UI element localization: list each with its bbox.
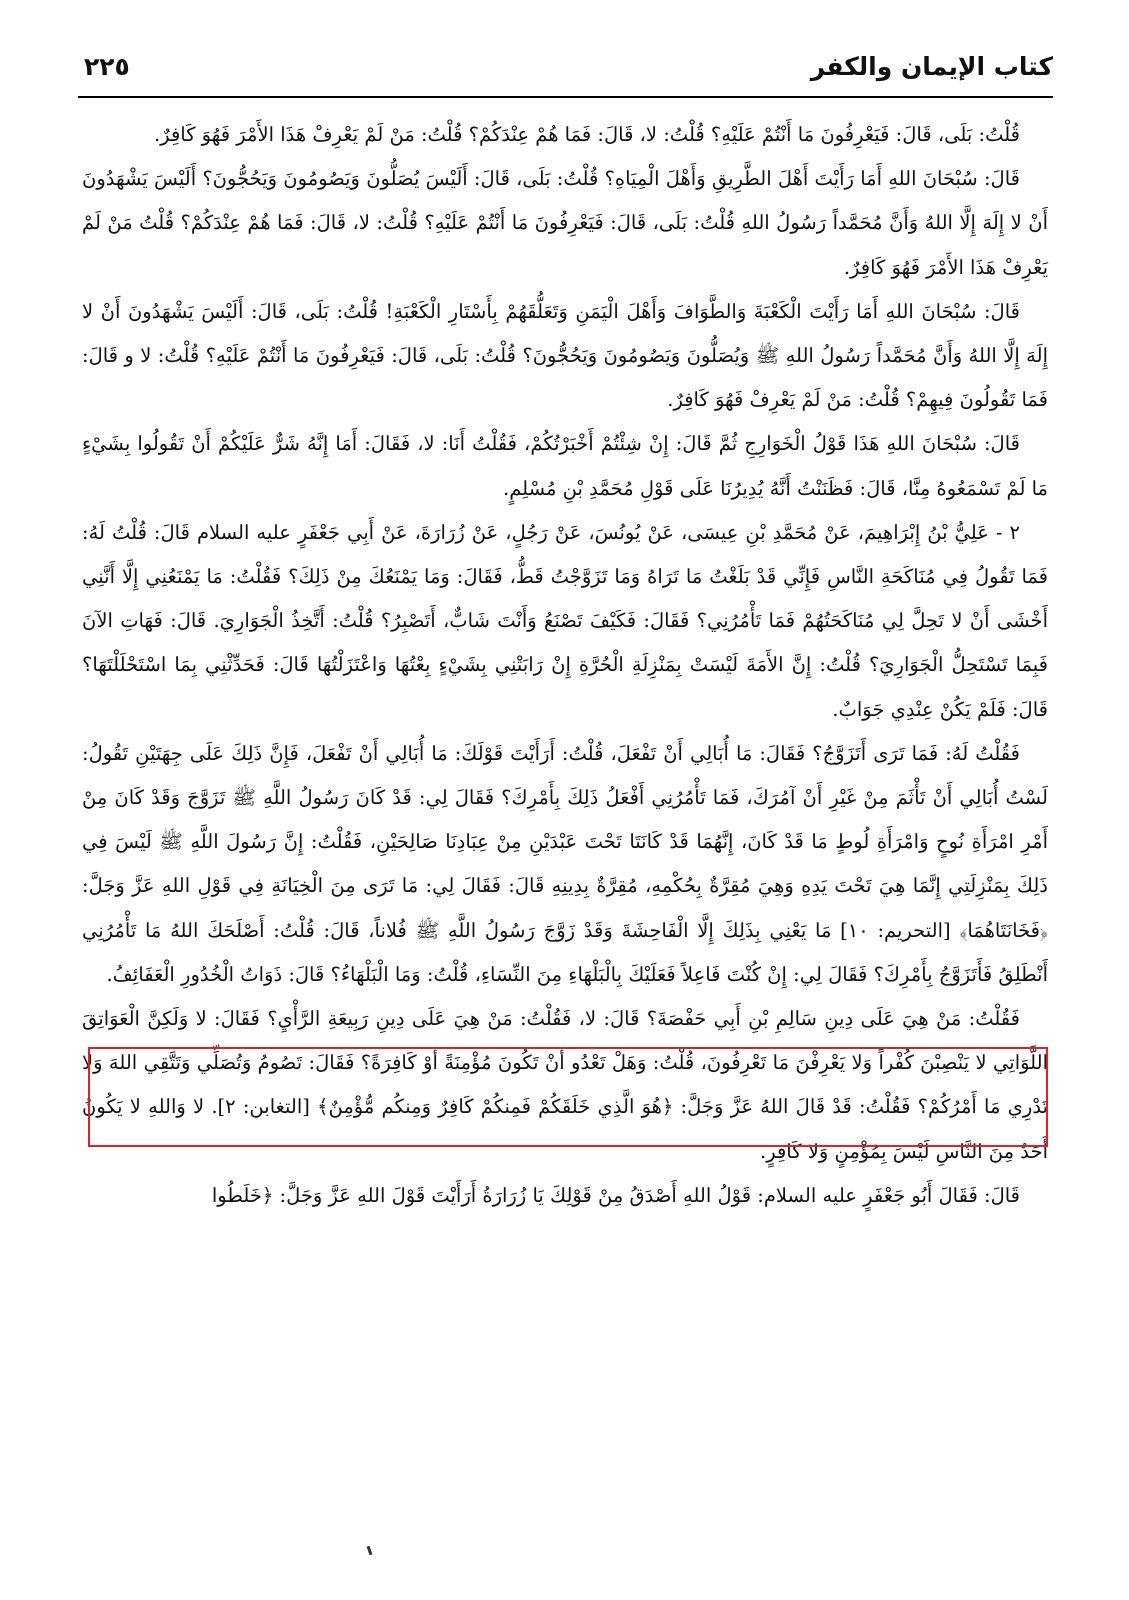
paragraph-6: فَقُلْتُ لَهُ: فَمَا تَرَى أَتَزَوَّجُ؟ فَقَالَ: مَا أُبَالِي أَنْ تَفْعَلَ، قُلْتُ: أَرَأَيْتَ قَوْلَكَ: مَا أُبَالِي أَنْ تَفْعَلَ، فَإِنَّ ذَلِكَ عَلَى جِهَتَيْنِ تَقُولُ: لَسْتُ أُبَالِي أَنْ تَأْثَمَ مِنْ غَيْرِ أَنْ آمُرَكَ، فَمَا تَأْمُرُنِي أَفْعَلُ ذَلِكَ بِأَمْرِكَ؟ فَقَالَ لِي: قَدْ كَانَ رَسُولُ اللَّهِ ﷺ تَزَوَّجَ وَقَدْ كَانَ مِنْ أَمْرِ امْرَأَةِ نُوحٍ وَامْرَأَةِ لُوطٍ مَا قَدْ كَانَ، إِنَّهُمَا قَدْ كَانَتَا تَحْتَ عَبْدَيْنِ مِنْ عِبَادِنَا صَالِحَيْنِ، فَقُلْتُ: إِنَّ رَسُولَ اللَّهِ ﷺ لَيْسَ فِي ذَلِكَ بِمَنْزِلَتِي إِنَّمَا هِيَ تَحْتَ يَدِهِ وَهِيَ مُقِرَّةٌ بِحُكْمِهِ، مُقِرَّةٌ بِدِينِهِ قَالَ: فَقَالَ لِي: مَا تَرَى مِنَ الْخِيَانَةِ فِي قَوْلِ اللهِ عَزَّ وَجَلَّ: ﴿فَخَانَتَاهُمَا﴾ [التحريم: ١٠] مَا يَعْنِي بِذَلِكَ إِلَّا الْفَاحِشَةَ وَقَدْ زَوَّجَ رَسُولُ اللَّهِ ﷺ فُلاناً، قَالَ: قُلْتُ: أَصْلَحَكَ اللهُ مَا تَأْمُرُنِي أَنْطَلِقُ فَأَتَزَوَّجُ بِأَمْرِكَ؟ فَقَالَ لِي: إِنْ كُنْتَ فَاعِلاً فَعَلَيْكَ بِالْبَلْهَاءِ مِنَ النِّسَاءِ، قُلْتُ: وَمَا الْبَلْهَاءُ؟ قَالَ: ذَوَاتُ الْخُدُورِ الْعَفَائِفُ. <box>82 741 1048 986</box>
paragraph-8: قَالَ: فَقَالَ أَبُو جَعْفَرٍ عليه السلام: قَوْلُ اللهِ أَصْدَقُ مِنْ قَوْلِكَ يَا زُرَارَةُ أَرَأَيْتَ قَوْلَ اللهِ عَزَّ وَجَلَّ: ﴿خَلَطُوا <box>211 1183 1020 1207</box>
paragraph-4: قَالَ: سُبْحَانَ اللهِ هَذَا قَوْلُ الْخَوَارِجِ ثُمَّ قَالَ: إِنْ شِئْتُمْ أَخْبَرْتُكُمْ، فَقُلْتُ أَنَا: لا، فَقَالَ: أَمَا إِنَّهُ شَرٌّ عَلَيْكُمْ أَنْ تَقُولُوا بِشَيْءٍ مَا لَمْ تَسْمَعُوهُ مِنَّا، قَالَ: فَظَنَنْتُ أَنَّهُ يُدِيرُنَا عَلَى قَوْلِ مُحَمَّدِ بْنِ مُسْلِمٍ. <box>82 432 1048 500</box>
stray-mark <box>367 1546 373 1555</box>
paragraph-7: فَقُلْتُ: مَنْ هِيَ عَلَى دِينِ سَالِمِ بْنِ أَبِي حَفْصَةَ؟ قَالَ: لا، فَقُلْتُ: مَنْ هِيَ عَلَى دِينِ رَبِيعَةِ الرَّأْيِ؟ فَقَالَ: لا وَلَكِنَّ الْعَوَاتِقَ اللَّوَاتِي لا يَنْصِبْنَ كُفْراً وَلا يَعْرِفْنَ مَا تَعْرِفُونَ، قُلْتُ: وَهَلْ تَعْدُو أَنْ تَكُونَ مُؤْمِنَةً أَوْ كَافِرَةً؟ فَقَالَ: تَصُومُ وَتُصَلِّي وَتَتَّقِي اللهَ وَلا تَدْرِي مَا أَمْرُكُمْ؟ فَقُلْتُ: قَدْ قَالَ اللهُ عَزَّ وَجَلَّ: ﴿هُوَ الَّذِي خَلَقَكُمْ فَمِنكُمْ كَافِرٌ وَمِنكُم مُّؤْمِنٌ﴾ [التغابن: ٢]. لا وَاللهِ لا يَكُونُ أَحَدٌ مِنَ النَّاسِ لَيْسَ بِمُؤْمِنٍ وَلا كَافِرٍ. <box>82 1007 1048 1163</box>
body-text <box>82 113 1048 1218</box>
book-title: كتاب الإيمان والكفر <box>810 52 1053 81</box>
page-number: ٢٢٥ <box>84 52 130 81</box>
paragraph-2: قَالَ: سُبْحَانَ اللهِ أَمَا رَأَيْتَ أَهْلَ الطَّرِيقِ وَأَهْلَ الْمِيَاهِ؟ قُلْتُ: بَلَى، قَالَ: أَلَيْسَ يُصَلُّونَ وَيَصُومُونَ وَيَحُجُّونَ؟ أَلَيْسَ يَشْهَدُونَ أَنْ لا إِلَهَ إِلَّا اللهُ وَأَنَّ مُحَمَّداً رَسُولُ اللهِ قُلْتُ: بَلَى، قَالَ: فَيَعْرِفُونَ مَا أَنْتُمْ عَلَيْهِ؟ قُلْتُ: لا، قَالَ: فَمَا هُمْ عِنْدَكُمْ؟ قُلْتُ مَنْ لَمْ يَعْرِفْ هَذَا الأَمْرَ فَهُوَ كَافِرٌ. <box>82 167 1048 279</box>
hadith-2-paragraph: ٢ - عَلِيُّ بْنُ إِبْرَاهِيمَ، عَنْ مُحَمَّدِ بْنِ عِيسَى، عَنْ يُونُسَ، عَنْ رَجُلٍ، عَنْ زُرَارَةَ، عَنْ أَبِي جَعْفَرٍ عليه السلام قَالَ: قُلْتُ لَهُ: فَمَا تَقُولُ فِي مُنَاكَحَةِ النَّاسِ فَإِنِّي قَدْ بَلَغْتُ مَا تَرَاهُ وَمَا تَزَوَّجْتُ قَطُّ، فَقَالَ: وَمَا يَمْنَعُكَ مِنْ ذَلِكَ؟ فَقُلْتُ: مَا يَمْنَعُنِي إِلَّا أَنَّنِي أَخْشَى أَنْ لا تَحِلَّ لِي مُنَاكَحَتُهُمْ فَمَا تَأْمُرُنِي؟ فَقَالَ: فَكَيْفَ تَصْنَعُ وَأَنْتَ شَابٌّ، أَتَصْبِرُ؟ قُلْتُ: أَتَّخِذُ الْجَوَارِيَ. قَالَ: فَهَاتِ الآنَ فَبِمَا تَسْتَحِلُّ الْجَوَارِيَ؟ قُلْتُ: إِنَّ الأَمَةَ لَيْسَتْ بِمَنْزِلَةِ الْحُرَّةِ إِنْ رَابَتْنِي بِشَيْءٍ بِعْتُهَا وَاعْتَزَلْتُهَا قَالَ: فَحَدِّثْنِي بِمَا اسْتَحْلَلْتَهَا؟ قَالَ: فَلَمْ يَكُنْ عِنْدِي جَوَابٌ. <box>82 520 1048 721</box>
paragraph-1: قُلْتُ: بَلَى، قَالَ: فَيَعْرِفُونَ مَا أَنْتُمْ عَلَيْهِ؟ قُلْتُ: لا، قَالَ: فَمَا هُمْ عِنْدَكُمْ؟ قُلْتُ: مَنْ لَمْ يَعْرِفْ هَذَا الأَمْرَ فَهُوَ كَافِرٌ. <box>153 123 1020 146</box>
paragraph-3: قَالَ: سُبْحَانَ اللهِ أَمَا رَأَيْتَ الْكَعْبَةَ وَالطَّوَافَ وَأَهْلَ الْيَمَنِ وَتَعَلُّقَهُمْ بِأَسْتَارِ الْكَعْبَةِ! قُلْتُ: بَلَى، قَالَ: أَلَيْسَ يَشْهَدُونَ أَنْ لا إِلَهَ إِلَّا اللهُ وَأَنَّ مُحَمَّداً رَسُولُ اللهِ ﷺ وَيُصَلُّونَ وَيَصُومُونَ وَيَحُجُّونَ؟ قُلْتُ: بَلَى، قَالَ: فَيَعْرِفُونَ مَا أَنْتُمْ عَلَيْهِ؟ قُلْتُ: لا و قَالَ: فَمَا تَقُولُونَ فِيهِمْ؟ قُلْتُ: مَنْ لَمْ يَعْرِفْ فَهُوَ كَافِرٌ. <box>82 299 1048 412</box>
page-header <box>78 40 1053 98</box>
